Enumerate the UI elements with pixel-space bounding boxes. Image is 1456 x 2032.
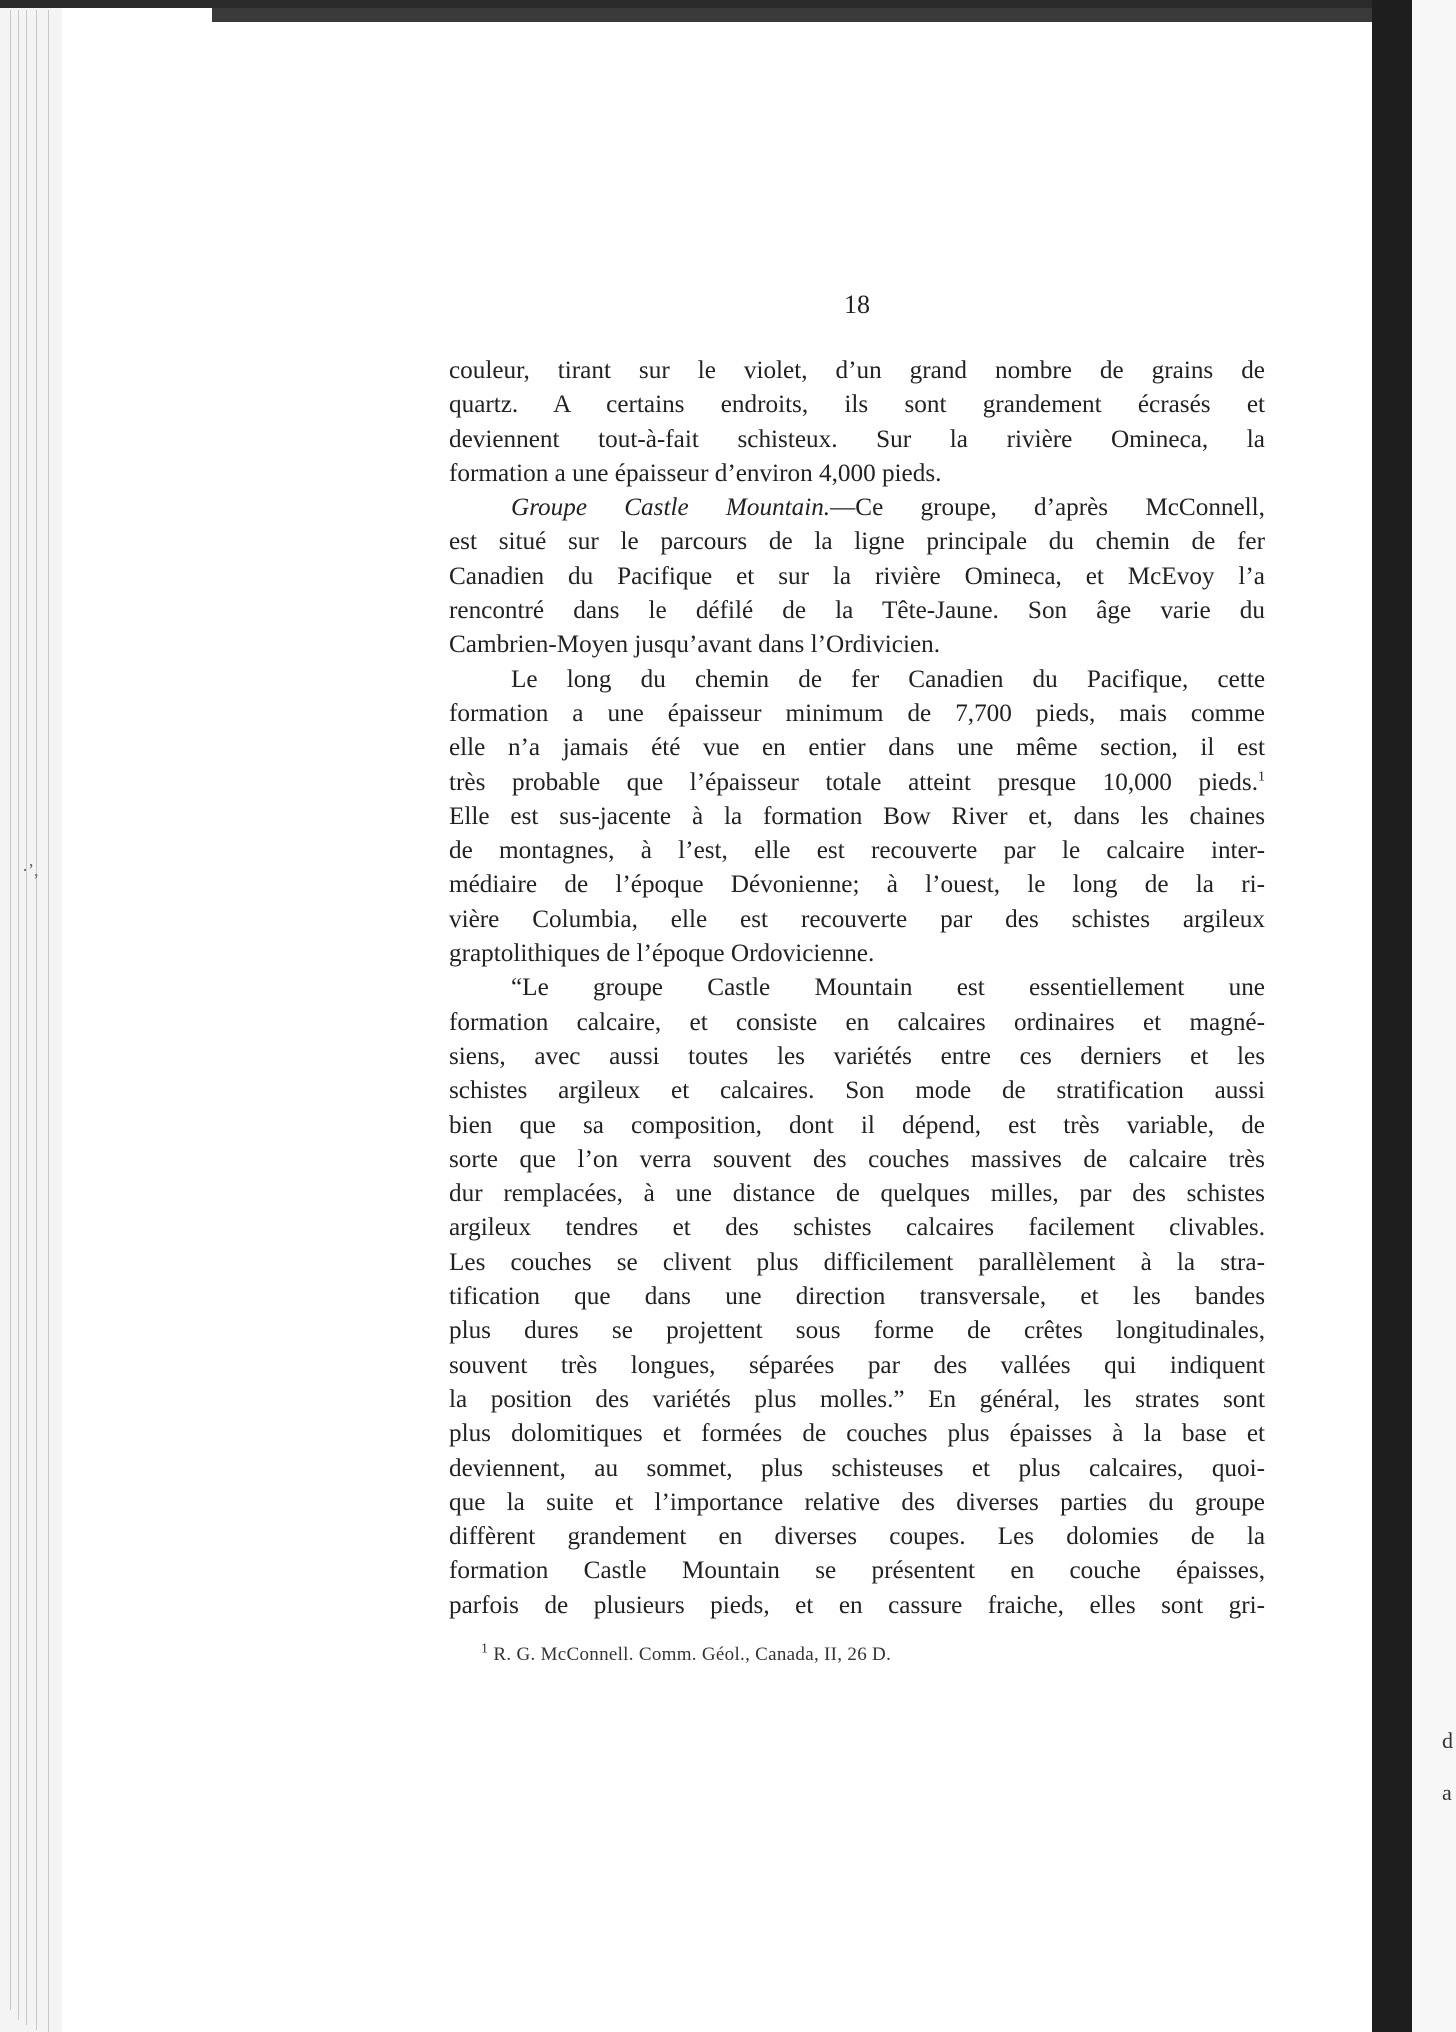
paragraph xyxy=(449,971,1265,1623)
footnote-text: R. G. McConnell. Comm. Géol., Canada, II, 26 D. xyxy=(493,1644,892,1665)
text-line: formation a une épaisseur d’environ 4,000 pieds. xyxy=(449,459,942,487)
text-line: formation calcaire, et consiste en calcaires ordinaires et magné- xyxy=(449,1008,1265,1036)
footnote-marker: 1 xyxy=(481,1641,489,1657)
text-line: diffèrent grandement en diverses coupes. Les dolomies de la xyxy=(449,1523,1265,1551)
text-line: graptolithiques de l’époque Ordovicienne. xyxy=(449,940,875,968)
text-line: Canadien du Pacifique et sur la rivière Omineca, et McEvoy l’a xyxy=(449,562,1265,590)
text-line: sorte que l’on verra souvent des couches massives de calcaire très xyxy=(449,1145,1265,1173)
footnote-reference: 1 xyxy=(1258,769,1265,785)
text-line: vière Columbia, elle est recouverte par des schistes argileux xyxy=(449,905,1265,933)
text-line: parfois de plusieurs pieds, et en cassure fraiche, elles sont gri- xyxy=(449,1591,1265,1619)
text-line: deviennent tout-à-fait schisteux. Sur la rivière Omineca, la xyxy=(449,425,1265,453)
text-line: Le long du chemin de fer Canadien du Pacifique, cette xyxy=(511,665,1265,693)
text-fragment: —Ce groupe, d’après McConnell, xyxy=(830,494,1265,522)
text-line: elle n’a jamais été vue en entier dans une même section, il est xyxy=(449,734,1265,762)
text-line: “Le groupe Castle Mountain est essentiellement une xyxy=(511,974,1265,1002)
section-heading: Groupe Castle Mountain. xyxy=(511,494,831,522)
book-left-edge xyxy=(0,0,62,2032)
footnote xyxy=(481,1641,892,1666)
text-line: plus dures se projettent sous forme de crêtes longitudinales, xyxy=(449,1317,1265,1345)
text-line: formation Castle Mountain se présentent en couche épaisses, xyxy=(449,1557,1265,1585)
text-line: argileux tendres et des schistes calcaires facilement clivables. xyxy=(449,1214,1265,1242)
text-line: Cambrien-Moyen jusqu’avant dans l’Ordivicien. xyxy=(449,631,941,659)
text-line: la position des variétés plus molles.” En général, les strates sont xyxy=(449,1385,1265,1413)
adjacent-page-fragment: d xyxy=(1442,1728,1453,1753)
text-line: Elle est sus-jacente à la formation Bow River et, dans les chaines xyxy=(449,802,1265,830)
text-line: que la suite et l’importance relative des diverses parties du groupe xyxy=(449,1488,1265,1516)
margin-specks: ·ʼ, xyxy=(22,860,39,880)
adjacent-page-edge xyxy=(1412,0,1456,2032)
adjacent-page-fragment: a xyxy=(1442,1780,1452,1805)
text-fragment: très probable que l’épaisseur totale atteint presque 10,000 pieds. xyxy=(449,768,1258,796)
page-number: 18 xyxy=(844,290,870,319)
text-line: rencontré dans le défilé de la Tête-Jaune. Son âge varie du xyxy=(449,597,1265,625)
header xyxy=(449,0,1265,340)
text-line: dur remplacées, à une distance de quelques milles, par des schistes xyxy=(449,1180,1265,1208)
text-line: formation a une épaisseur minimum de 7,700 pieds, mais comme xyxy=(449,699,1265,727)
text-line xyxy=(449,491,1265,525)
text-line: schistes argileux et calcaires. Son mode de stratification aussi xyxy=(449,1077,1265,1105)
paragraph xyxy=(449,663,1265,972)
text-line: siens, avec aussi toutes les variétés entre ces derniers et les xyxy=(449,1042,1265,1070)
text-line: bien que sa composition, dont il dépend, est très variable, de xyxy=(449,1111,1265,1139)
text-line: tification que dans une direction transversale, et les bandes xyxy=(449,1283,1265,1311)
paragraph xyxy=(449,491,1265,662)
text-line: souvent très longues, séparées par des vallées qui indiquent xyxy=(449,1351,1265,1379)
text-line: de montagnes, à l’est, elle est recouverte par le calcaire inter- xyxy=(449,837,1265,865)
text-line: Les couches se clivent plus difficilement parallèlement à la stra- xyxy=(449,1248,1265,1276)
text-line: est situé sur le parcours de la ligne principale du chemin de fer xyxy=(449,528,1265,556)
text-line: quartz. A certains endroits, ils sont grandement écrasés et xyxy=(449,391,1265,419)
text-line: deviennent, au sommet, plus schisteuses et plus calcaires, quoi- xyxy=(449,1454,1265,1482)
text-line: médiaire de l’époque Dévonienne; à l’ouest, le long de la ri- xyxy=(449,871,1265,899)
paragraph xyxy=(449,354,1265,491)
text-line: couleur, tirant sur le violet, d’un grand nombre de grains de xyxy=(449,357,1265,384)
text-line xyxy=(449,766,1265,800)
book-gutter xyxy=(1372,0,1412,2032)
text-line: plus dolomitiques et formées de couches plus épaisses à la base et xyxy=(449,1420,1265,1448)
body-text xyxy=(449,354,1265,1623)
